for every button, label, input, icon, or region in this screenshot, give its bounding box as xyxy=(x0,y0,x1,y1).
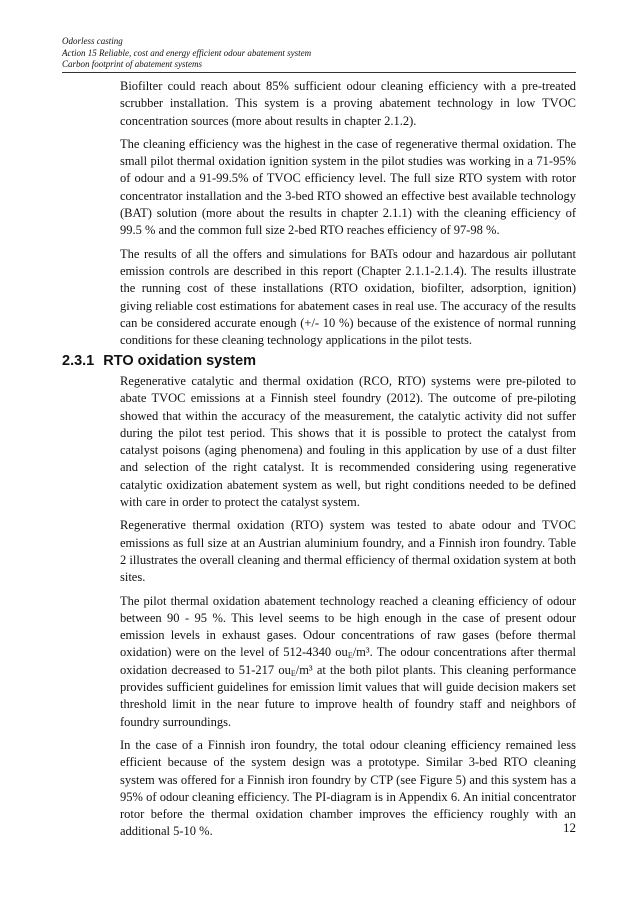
running-header xyxy=(62,36,576,73)
section-title: RTO oxidation system xyxy=(103,353,257,369)
pilot-text-1: The pilot thermal oxidation abatement technology reached a cleaning efficiency of odour between 90 - 95 %. This level seems to be high enough in the case of present odour emission levels in exhaust gases. Odour concentrations of raw gases (before thermal oxidation) were on the level of 512-4340 ou xyxy=(120,593,576,660)
odour-unit-subscript-2: E xyxy=(290,668,296,678)
page-number: 12 xyxy=(563,820,576,835)
paragraph-rco-rto: Regenerative catalytic and thermal oxidation (RCO, RTO) systems were pre-piloted to abate TVOC emissions at a Finnish steel foundry (2012). The outcome of pre-piloting showed that within the accuracy of the measurement, the catalytic activity did not suffer during the pilot test period. This shows that it is possible to protect the catalyst from catalyst poisons (aging phenomena) and fouling in this application by use of a dust filter and selection of the right catalyst. It is recommended considering using regenerative catalytic oxidization abatement system as well, but right conditions needed to be defined with care in order to protect the catalyst system. xyxy=(120,374,576,510)
paragraph-results: The results of all the offers and simulations for BATs odour and hazardous air pollutant emission controls are described in this report (Chapter 2.1.1-2.1.4). The results illustrate the running cost of these installations (RTO oxidation, biofilter, adsorption, ignition) giving reliable cost estimations for abatement cases in real use. The accuracy of the results can be considered accurate enough (+/- 10 %) because of the existence of normal running conditions for these cleaning technology applications in the pilot tests. xyxy=(120,246,576,348)
header-project: Odorless casting xyxy=(62,36,123,46)
header-action: Action 15 Reliable, cost and energy efficient odour abatement system xyxy=(62,47,312,58)
section-number: 2.3.1 xyxy=(62,353,95,369)
paragraph-rto-tests: Regenerative thermal oxidation (RTO) system was tested to abate odour and TVOC emissions as full size at an Austrian aluminium foundry, and a Finnish iron foundry. Table 2 illustrates the overall cleaning and thermal efficiency of thermal oxidation system at both sites. xyxy=(120,518,576,585)
section-heading xyxy=(62,353,256,369)
paragraph-biofilter: Biofilter could reach about 85% sufficient odour cleaning efficiency with a pre-treated scrubber installation. This system is a proving abatement technology in low TVOC concentration sources (more about results in chapter 2.1.2). xyxy=(120,79,576,128)
paragraph-pilot-efficiency xyxy=(120,593,576,731)
section-text xyxy=(120,373,576,847)
pilot-text-2: /m³. The odour concentrations after thermal oxidation decreased to 51-217 ou xyxy=(120,645,576,677)
odour-unit-subscript-1: E xyxy=(347,651,353,661)
paragraph-finnish-foundry: In the case of a Finnish iron foundry, the total odour cleaning efficiency remained less efficient because of the system design was a prototype. Similar 3-bed RTO cleaning system was offered for a Finnish iron foundry by CTP (see Figure 5) and this system has a 95% of odour cleaning efficiency. The PI-diagram is in Appendix 6. An initial concentrator rotor before the thermal oxidation chamber improves the efficiency roughly with an additional 5-10 %. xyxy=(120,737,576,839)
paragraph-cleaning-efficiency: The cleaning efficiency was the highest in the case of regenerative thermal oxidation. The small pilot thermal oxidation ignition system in the pilot studies was working in a 71-95% of odour and a 91-99.5% of TVOC efficiency level. The full size RTO system with rotor concentrator installation and the 3-bed RTO showed an effective best available technology (BAT) solution (more about the results in chapter 2.1.1) with the cleaning efficiency of 99.5 % and the common full size 2-bed RTO reaches efficiency of 97-98 %. xyxy=(120,136,576,238)
pilot-text-3: /m³ at the both pilot plants. This cleaning performance provides sufficient guidelines for emission limit values that will guide decision makers set threshold limit in the near future to improve health of foundry staff and neighbors of foundry surroundings. xyxy=(120,662,577,729)
intro-text xyxy=(120,78,576,355)
header-topic: Carbon footprint of abatement systems xyxy=(62,59,202,69)
